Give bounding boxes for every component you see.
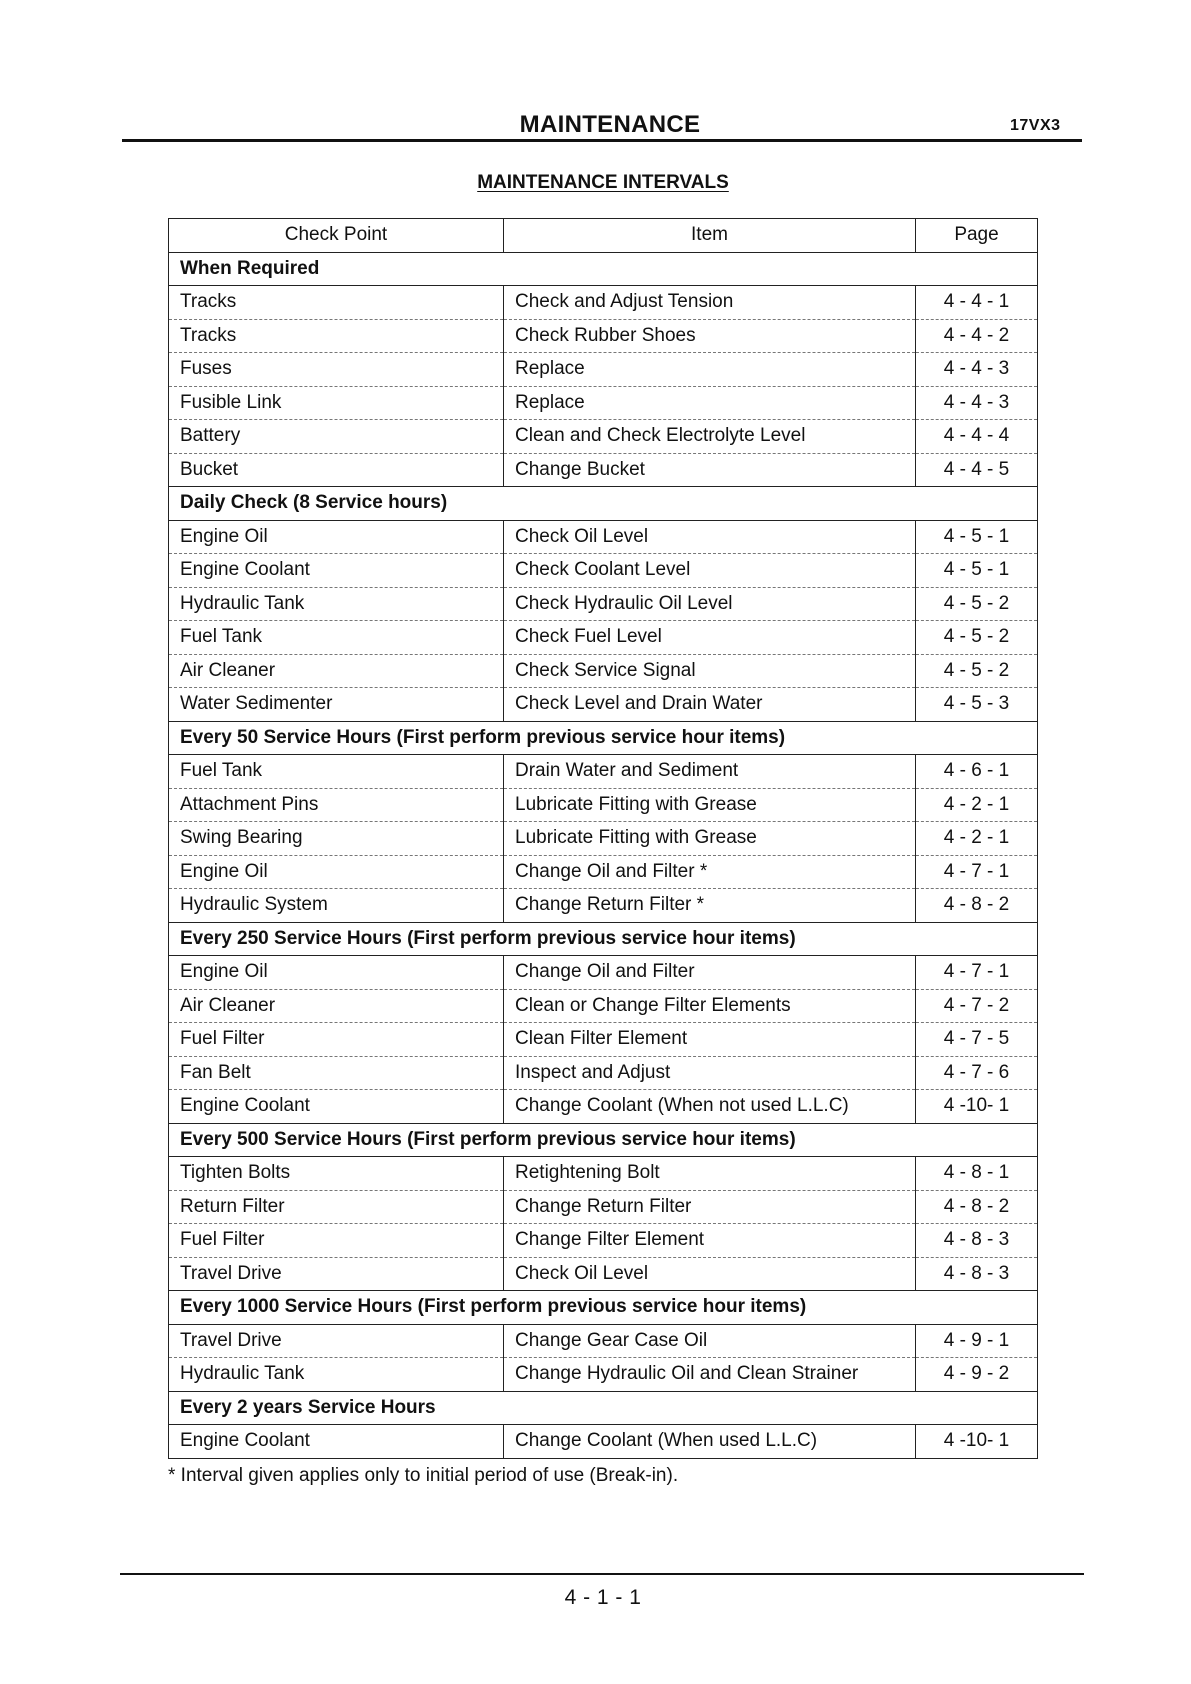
item-cell: Replace — [504, 353, 916, 387]
item-cell: Change Bucket — [504, 453, 916, 487]
table-row — [169, 286, 1038, 320]
section-title: MAINTENANCE INTERVALS — [477, 172, 729, 193]
item-cell: Change Hydraulic Oil and Clean Strainer — [504, 1358, 916, 1392]
check-point-cell: Tracks — [169, 319, 504, 353]
page-cell: 4 - 4 - 3 — [916, 353, 1038, 387]
page-cell: 4 - 4 - 4 — [916, 420, 1038, 454]
check-point-cell: Fuel Tank — [169, 621, 504, 655]
item-cell: Change Oil and Filter * — [504, 855, 916, 889]
table-row — [169, 1157, 1038, 1191]
check-point-cell: Engine Oil — [169, 520, 504, 554]
item-cell: Clean and Check Electrolyte Level — [504, 420, 916, 454]
check-point-cell: Engine Oil — [169, 855, 504, 889]
item-cell: Change Return Filter — [504, 1190, 916, 1224]
page-cell: 4 - 8 - 3 — [916, 1257, 1038, 1291]
page-cell: 4 - 5 - 1 — [916, 520, 1038, 554]
table-row — [169, 822, 1038, 856]
table-header-row — [169, 219, 1038, 253]
check-point-cell: Attachment Pins — [169, 788, 504, 822]
interval-group-row — [169, 922, 1038, 956]
page-cell: 4 - 5 - 1 — [916, 554, 1038, 588]
page-cell: 4 - 2 - 1 — [916, 788, 1038, 822]
page-cell: 4 - 2 - 1 — [916, 822, 1038, 856]
interval-group-row — [169, 1391, 1038, 1425]
item-cell: Drain Water and Sediment — [504, 755, 916, 789]
table-row — [169, 420, 1038, 454]
table-row — [169, 688, 1038, 722]
check-point-cell: Fuel Filter — [169, 1023, 504, 1057]
item-cell: Inspect and Adjust — [504, 1056, 916, 1090]
page-cell: 4 - 7 - 5 — [916, 1023, 1038, 1057]
table-row — [169, 319, 1038, 353]
header-divider — [122, 139, 1082, 142]
page-number: 4 - 1 - 1 — [564, 1586, 642, 1609]
table-row — [169, 353, 1038, 387]
table-row — [169, 956, 1038, 990]
check-point-cell: Air Cleaner — [169, 989, 504, 1023]
interval-group-title: Daily Check (8 Service hours) — [169, 487, 1038, 521]
page-cell: 4 - 5 - 2 — [916, 587, 1038, 621]
page-cell: 4 - 8 - 2 — [916, 1190, 1038, 1224]
maintenance-intervals-table — [168, 218, 1038, 1459]
page-cell: 4 - 4 - 2 — [916, 319, 1038, 353]
check-point-cell: Hydraulic Tank — [169, 1358, 504, 1392]
item-cell: Check Fuel Level — [504, 621, 916, 655]
check-point-cell: Bucket — [169, 453, 504, 487]
page-cell: 4 -10- 1 — [916, 1425, 1038, 1459]
page-cell: 4 - 8 - 2 — [916, 889, 1038, 923]
interval-group-title: When Required — [169, 252, 1038, 286]
table-row — [169, 386, 1038, 420]
page-cell: 4 - 5 - 2 — [916, 654, 1038, 688]
item-cell: Clean Filter Element — [504, 1023, 916, 1057]
check-point-cell: Fuel Tank — [169, 755, 504, 789]
interval-group-row — [169, 721, 1038, 755]
model-code: 17VX3 — [1010, 117, 1061, 134]
check-point-cell: Engine Oil — [169, 956, 504, 990]
table-row — [169, 1190, 1038, 1224]
page-cell: 4 - 7 - 6 — [916, 1056, 1038, 1090]
check-point-cell: Fuses — [169, 353, 504, 387]
table-row — [169, 1257, 1038, 1291]
page-cell: 4 - 9 - 2 — [916, 1358, 1038, 1392]
item-cell: Change Oil and Filter — [504, 956, 916, 990]
interval-group-row — [169, 1123, 1038, 1157]
check-point-cell: Fan Belt — [169, 1056, 504, 1090]
item-cell: Retightening Bolt — [504, 1157, 916, 1191]
item-cell: Change Coolant (When used L.L.C) — [504, 1425, 916, 1459]
item-cell: Change Filter Element — [504, 1224, 916, 1258]
table-row — [169, 1023, 1038, 1057]
page-cell: 4 - 5 - 2 — [916, 621, 1038, 655]
check-point-cell: Engine Coolant — [169, 1090, 504, 1124]
table-row — [169, 1056, 1038, 1090]
check-point-cell: Hydraulic System — [169, 889, 504, 923]
table-body — [169, 252, 1038, 1458]
item-cell: Check Oil Level — [504, 520, 916, 554]
item-cell: Replace — [504, 386, 916, 420]
column-header-page: Page — [916, 219, 1038, 253]
item-cell: Check and Adjust Tension — [504, 286, 916, 320]
item-cell: Lubricate Fitting with Grease — [504, 822, 916, 856]
page-title: MAINTENANCE — [519, 111, 701, 138]
table-row — [169, 989, 1038, 1023]
table-row — [169, 520, 1038, 554]
column-header-item: Item — [504, 219, 916, 253]
item-cell: Change Return Filter * — [504, 889, 916, 923]
table-row — [169, 621, 1038, 655]
item-cell: Lubricate Fitting with Grease — [504, 788, 916, 822]
check-point-cell: Fuel Filter — [169, 1224, 504, 1258]
check-point-cell: Tracks — [169, 286, 504, 320]
table-row — [169, 1425, 1038, 1459]
item-cell: Change Gear Case Oil — [504, 1324, 916, 1358]
table-row — [169, 1358, 1038, 1392]
interval-group-title: Every 500 Service Hours (First perform previous service hour items) — [169, 1123, 1038, 1157]
check-point-cell: Fusible Link — [169, 386, 504, 420]
page-cell: 4 - 7 - 1 — [916, 855, 1038, 889]
check-point-cell: Swing Bearing — [169, 822, 504, 856]
page-cell: 4 - 9 - 1 — [916, 1324, 1038, 1358]
check-point-cell: Engine Coolant — [169, 1425, 504, 1459]
page-cell: 4 - 8 - 3 — [916, 1224, 1038, 1258]
interval-group-row — [169, 252, 1038, 286]
page-cell: 4 - 6 - 1 — [916, 755, 1038, 789]
table-row — [169, 755, 1038, 789]
item-cell: Clean or Change Filter Elements — [504, 989, 916, 1023]
check-point-cell: Travel Drive — [169, 1324, 504, 1358]
page-cell: 4 - 8 - 1 — [916, 1157, 1038, 1191]
page-cell: 4 - 4 - 3 — [916, 386, 1038, 420]
interval-group-title: Every 50 Service Hours (First perform previous service hour items) — [169, 721, 1038, 755]
check-point-cell: Air Cleaner — [169, 654, 504, 688]
interval-group-row — [169, 487, 1038, 521]
footnote: * Interval given applies only to initial period of use (Break-in). — [168, 1465, 679, 1486]
page-cell: 4 -10- 1 — [916, 1090, 1038, 1124]
page-cell: 4 - 4 - 5 — [916, 453, 1038, 487]
item-cell: Check Rubber Shoes — [504, 319, 916, 353]
check-point-cell: Travel Drive — [169, 1257, 504, 1291]
check-point-cell: Engine Coolant — [169, 554, 504, 588]
interval-group-title: Every 250 Service Hours (First perform previous service hour items) — [169, 922, 1038, 956]
check-point-cell: Battery — [169, 420, 504, 454]
interval-group-title: Every 1000 Service Hours (First perform previous service hour items) — [169, 1291, 1038, 1325]
table-row — [169, 1224, 1038, 1258]
item-cell: Check Service Signal — [504, 654, 916, 688]
table-row — [169, 1090, 1038, 1124]
check-point-cell: Water Sedimenter — [169, 688, 504, 722]
interval-group-row — [169, 1291, 1038, 1325]
item-cell: Check Oil Level — [504, 1257, 916, 1291]
table-row — [169, 587, 1038, 621]
table-row — [169, 788, 1038, 822]
table-row — [169, 453, 1038, 487]
page-cell: 4 - 7 - 1 — [916, 956, 1038, 990]
table-row — [169, 1324, 1038, 1358]
page-cell: 4 - 4 - 1 — [916, 286, 1038, 320]
page-cell: 4 - 7 - 2 — [916, 989, 1038, 1023]
table-row — [169, 654, 1038, 688]
check-point-cell: Hydraulic Tank — [169, 587, 504, 621]
check-point-cell: Return Filter — [169, 1190, 504, 1224]
interval-group-title: Every 2 years Service Hours — [169, 1391, 1038, 1425]
item-cell: Change Coolant (When not used L.L.C) — [504, 1090, 916, 1124]
table-row — [169, 889, 1038, 923]
check-point-cell: Tighten Bolts — [169, 1157, 504, 1191]
table-row — [169, 554, 1038, 588]
footer-divider — [120, 1573, 1084, 1575]
column-header-check-point: Check Point — [169, 219, 504, 253]
table-row — [169, 855, 1038, 889]
item-cell: Check Hydraulic Oil Level — [504, 587, 916, 621]
page-cell: 4 - 5 - 3 — [916, 688, 1038, 722]
item-cell: Check Level and Drain Water — [504, 688, 916, 722]
item-cell: Check Coolant Level — [504, 554, 916, 588]
